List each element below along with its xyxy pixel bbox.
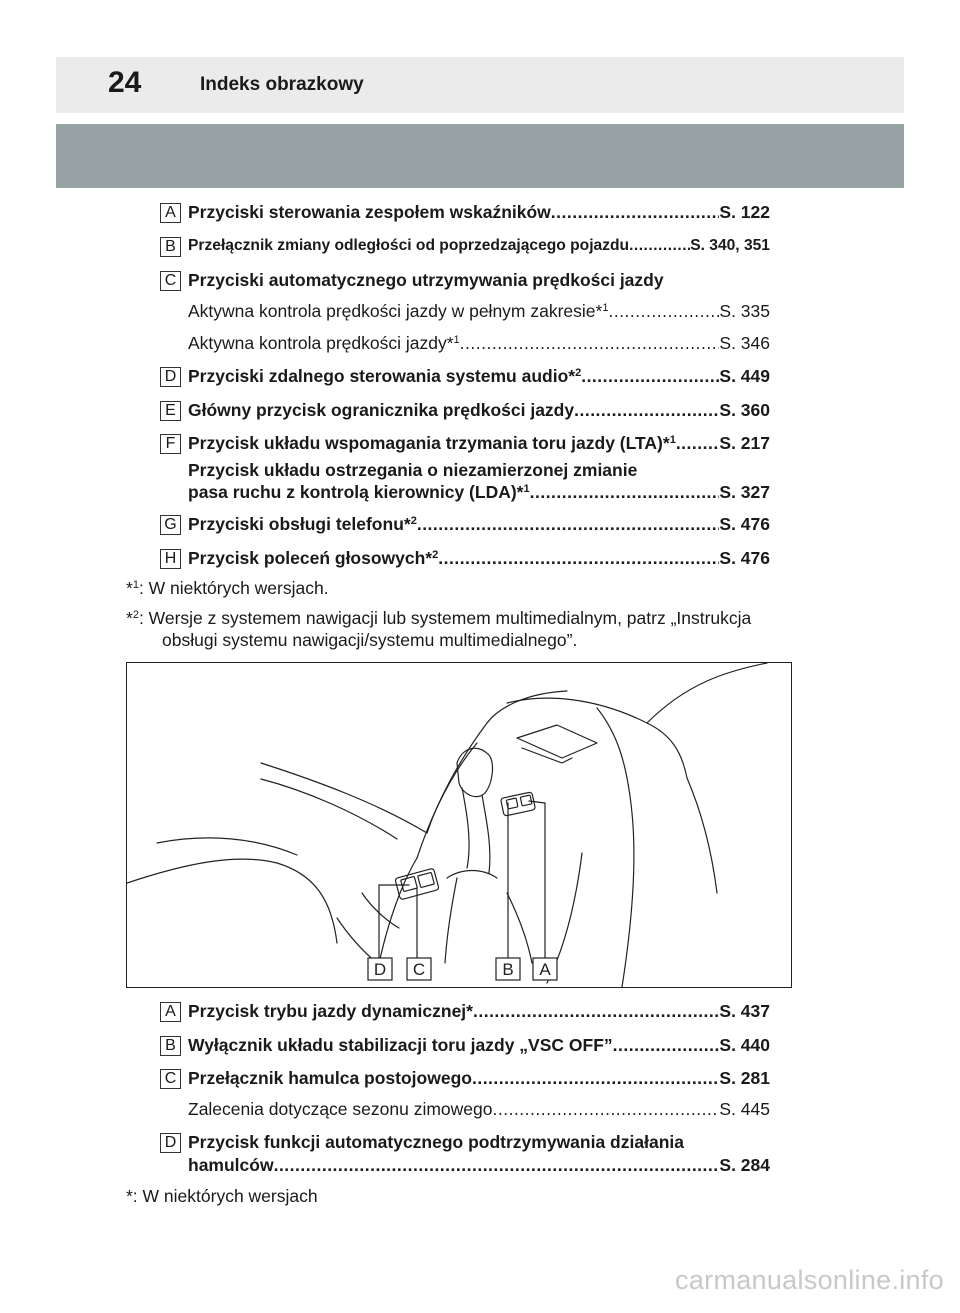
item-page[interactable]: S. 335 [719,301,770,321]
sub-item [188,332,770,354]
sub-item [188,1098,770,1120]
item-text: Przyciski automatycznego utrzymywania prędkości jazdy [188,270,664,290]
item-text: Przycisk poleceń głosowych* [188,548,433,568]
item-page[interactable]: S. 449 [719,366,770,386]
footnote-ref: 2 [410,515,417,527]
footnote: *: W niektórych wersjach [126,1186,318,1206]
page-header [56,57,904,113]
item-text-line: Przycisk układu ostrzegania o niezamierzonej zmianie [188,460,638,480]
footnote-ref: 2 [132,609,139,621]
figure-label-b: B [502,960,514,979]
item-letter: C [160,1069,181,1089]
console-drawing [127,663,791,987]
footnote-text: : W niektórych wersjach. [138,578,329,598]
item-letter: D [160,1133,181,1153]
item-page[interactable]: S. 284 [719,1155,770,1175]
item-text: Przyciski obsługi telefonu* [188,514,411,534]
item-page[interactable]: S. 440 [719,1035,770,1055]
item-letter: H [160,549,181,569]
item-page[interactable]: S. 122 [719,202,770,222]
item-page[interactable]: S. 281 [719,1068,770,1088]
sub-item [188,481,770,503]
item-page[interactable]: S. 327 [719,482,770,502]
item-letter: A [160,1002,181,1022]
footnote [126,577,329,599]
item-text: Przyciski sterowania zespołem wskaźników [188,202,551,222]
item-page[interactable]: S. 437 [719,1001,770,1021]
sub-item [188,300,770,322]
footnote-ref: 1 [669,434,676,446]
page-number: 24 [108,66,142,99]
item-text: hamulców [188,1155,274,1175]
item-letter: C [160,271,181,291]
item-text: Przyciski zdalnego sterowania systemu audio* [188,366,576,386]
item-text: Przełącznik hamulca postojowego [188,1068,472,1088]
item-page[interactable]: S. 360 [719,400,770,420]
item-letter: B [160,237,181,257]
item-page[interactable]: S. 445 [719,1099,770,1119]
item-page[interactable]: S. 346 [719,333,770,353]
footnote-ref: 1 [602,302,609,314]
figure-label-a: A [539,960,551,979]
sub-item-text: Aktywna kontrola prędkości jazdy w pełnym zakresie* [188,301,603,321]
item-text: Przycisk trybu jazdy dynamicznej* [188,1001,473,1021]
item-letter: D [160,367,181,387]
sub-item [188,1154,770,1176]
footnote-mark: * [126,578,133,598]
item-text: Przełącznik zmiany odległości od poprzedzającego pojazdu [188,237,630,254]
footnote-ref: 2 [432,549,439,561]
item-letter: A [160,203,181,223]
item-letter: B [160,1036,181,1056]
footnote-text-line: obsługi systemu nawigacji/systemu multimedialnego”. [162,630,578,650]
item-letter: E [160,401,181,421]
footnote-ref: 1 [132,579,139,591]
footnote-ref: 1 [453,334,460,346]
footnote-text: : Wersje z systemem nawigacji lub systemem multimedialnym, patrz „Instrukcja [138,608,752,628]
item-text: pasa ruchu z kontrolą kierownicy (LDA)* [188,482,524,502]
figure-label-d: D [373,960,387,979]
item-page[interactable]: S. 340, 351 [690,237,770,254]
sub-item-text: Zalecenia dotyczące sezonu zimowego [188,1099,493,1119]
item-text: Wyłącznik układu stabilizacji toru jazdy „VSC OFF” [188,1035,613,1055]
figure-label-c: C [412,960,426,979]
footnote-ref: 2 [575,367,582,379]
item-letter: G [160,515,181,535]
footnote [126,607,751,629]
footnote-ref: 1 [523,483,530,495]
console-illustration [126,662,792,988]
item-page[interactable]: S. 476 [719,514,770,534]
item-text: Przycisk układu wspomagania trzymania toru jazdy (LTA)* [188,433,670,453]
item-page[interactable]: S. 217 [719,433,770,453]
section-banner [56,124,904,188]
sub-item-text: Aktywna kontrola prędkości jazdy* [188,333,454,353]
item-letter: F [160,434,181,454]
page-title: Indeks obrazkowy [200,74,364,95]
watermark: carmanualsonline.info [675,1265,944,1295]
item-text: Główny przycisk ogranicznika prędkości jazdy [188,400,575,420]
footnote-mark: * [126,608,133,628]
item-page[interactable]: S. 476 [719,548,770,568]
item-text: Przycisk funkcji automatycznego podtrzymywania działania [188,1132,684,1152]
